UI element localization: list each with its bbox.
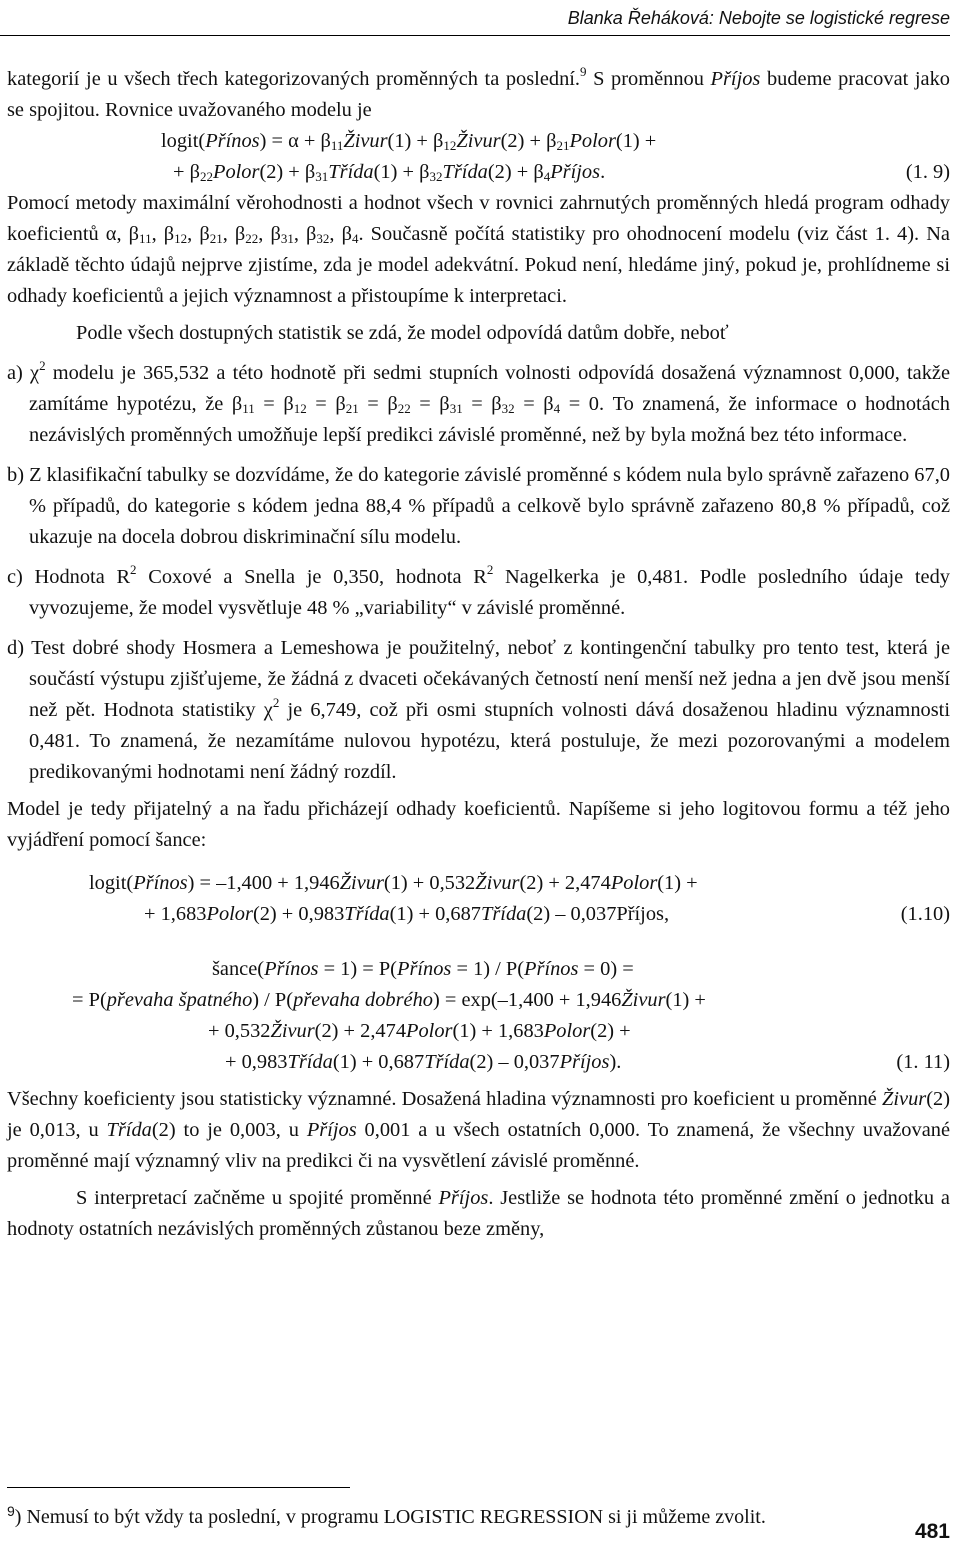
equation-number: (1. 11)	[896, 1051, 950, 1073]
footnote-separator	[7, 1487, 350, 1488]
paragraph-estimation: Pomocí metody maximální věrohodnosti a hodnot všech v rovnici zahrnutých proměnných hledá program odhady koeficientů α, $\beta_{11}$, $\beta_{12}$, $\beta_{21}$, $\beta_{22}$, $\beta_{31}$, $\beta_{32}$, $\beta_4$. Současně počítá statistiky pro ohodnocení modelu (viz část 1. 4). Na základě těchto údajů nejprve zjistíme, zda je model adekvátní. Pokud není, hledáme jiný, pokud je, prohlídneme si odhady koeficientů a jejich významnost a přistoupíme k interpretaci.	[7, 192, 950, 307]
paragraph-interpretation: S interpretací začněme u spojité proměnné Příjos. Jestliže se hodnota této proměnné změní o jednotku a hodnoty ostatních nezávislých proměnných zůstanou beze změny,	[7, 1187, 950, 1240]
equation-line: šance(Přínos = 1) = P(Přínos = 1) / P(Přínos = 0) =	[212, 958, 634, 980]
equation-line: logit(Přínos) = –1,400 + 1,946Živur(1) + 0,532Živur(2) + 2,474Polor(1) +	[89, 872, 698, 894]
list-item-b: b) Z klasifikační tabulky se dozvídáme, že do kategorie závislé proměnné s kódem nula bylo správně zařazeno 67,0 % případů, do kategorie s kódem jedna 88,4 % případů a celkově bylo správně zařazeno 80,8 % případů, což ukazuje na docela dobrou diskriminační sílu modelu.	[7, 464, 950, 548]
footnote	[7, 1503, 766, 1529]
equation-1-9	[161, 126, 950, 188]
equation-number: (1. 9)	[905, 161, 950, 183]
paragraph-fit: Podle všech dostupných statistik se zdá, že model odpovídá datům dobře, neboť	[76, 322, 729, 344]
equation-line: + 0,532Živur(2) + 2,474Polor(1) + 1,683Polor(2) +	[208, 1020, 631, 1042]
list-item-a: a) $\chi^2$ modelu je 365,532 a této hodnotě při sedmi stupních volnosti odpovídá dosažená významnost 0,000, takže zamítáme hypotézu, že $\beta_{11} = \beta_{12} = \beta_{21} = \beta_{22} = \beta_{31} = \beta_{32} = \beta_4 = 0$. To znamená, že informace o hodnotách nezávislých proměnných umožňuje lepší predikci závislé proměnné, než by byla možná bez této informace.	[7, 358, 951, 446]
footnote-text: ) Nemusí to být vždy ta poslední, v programu LOGISTIC REGRESSION si ji můžeme zvolit.	[14, 1506, 766, 1528]
equation-line: + 1,683Polor(2) + 0,983Třída(1) + 0,687Třída(2) – 0,037Příjos, (1.10)	[144, 899, 950, 930]
running-header: Blanka Řeháková: Nebojte se logistické regrese	[0, 8, 950, 36]
page-body	[7, 64, 950, 1245]
equation-1-11	[72, 954, 950, 1078]
paragraph-intro: kategorií je u všech třech kategorizovaných proměnných ta poslední.$^9$ S proměnnou Příjos budeme pracovat jako se spojitou. Rovnice uvažovaného modelu je	[7, 64, 950, 121]
list-item-d: d) Test dobré shody Hosmera a Lemeshowa je použitelný, neboť z kontingenční tabulky pro tento test, která je součástí výstupu zjišťujeme, že žádná z dvaceti očekávaných četností není menší než jedna a jen dvě jsou menší než pět. Hodnota statistiky $\chi^2$ je 6,749, což při osmi stupních volnosti dává dosaženou hladinu významnosti 0,481. To znamená, že nezamítáme nulovou hypotézu, která postuluje, že mezi pozorovanými a modelem predikovanými hodnotami není žádný rozdíl.	[7, 637, 950, 783]
equation-line: = P(převaha špatného) / P(převaha dobrého) = exp(–1,400 + 1,946Živur(1) +	[72, 989, 706, 1011]
equation-line: + 0,983Třída(1) + 0,687Třída(2) – 0,037Příjos). (1. 11)	[225, 1047, 950, 1078]
equation-line: + $\beta_{22}Polor(2)$ + $\beta_{31}Třída(1)$ + $\beta_{32}Třída(2)$ + $\beta_4Příjos$. (1. 9)	[173, 157, 950, 188]
page-number: 481	[914, 1520, 950, 1543]
paragraph-significance: Všechny koeficienty jsou statisticky významné. Dosažená hladina významnosti pro koeficient u proměnné Živur(2) je 0,013, u Třída(2) to je 0,003, u Příjos 0,001 a u všech ostatních 0,000. To znamená, že všechny uvažované proměnné mají významný vliv na predikci či na vysvětlení závislé proměnné.	[7, 1088, 950, 1172]
equation-number: (1.10)	[900, 903, 950, 925]
equation-1-10	[89, 868, 950, 930]
equation-line: logit(Přínos) = $\alpha + \beta_{11}Živur(1)$ + $\beta_{12}Živur(2)$ + $\beta_{21}Polor(1)$ +	[161, 130, 657, 153]
list-item-c: c) Hodnota $R^2$ Coxové a Snella je 0,350, hodnota $R^2$ Nagelkerka je 0,481. Podle posledního údaje tedy vyvozujeme, že model vysvětluje 48 % „variability“ v závislé proměnné.	[7, 562, 950, 619]
paragraph-model-accepted: Model je tedy přijatelný a na řadu přicházejí odhady koeficientů. Napíšeme si jeho logitovou formu a též jeho vyjádření pomocí šance:	[7, 798, 950, 851]
footnote-mark: 9	[7, 1503, 15, 1519]
